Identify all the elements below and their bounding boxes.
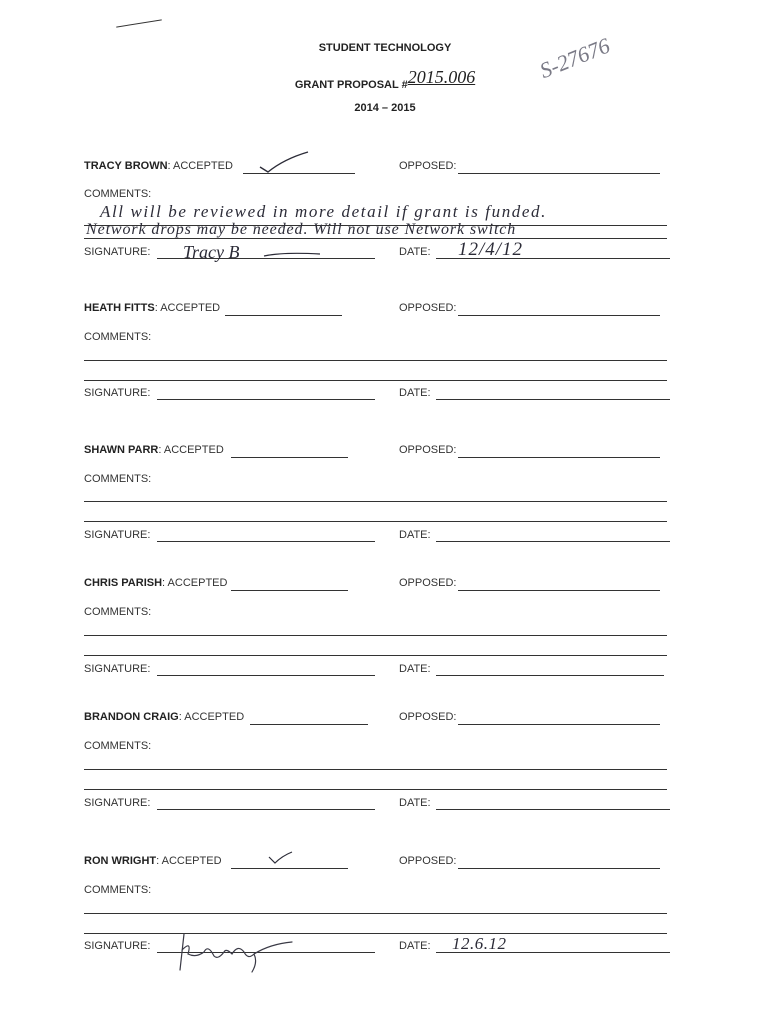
signature-label: SIGNATURE:: [84, 529, 151, 541]
opposed-label: OPPOSED:: [399, 444, 457, 456]
accepted-line[interactable]: [231, 590, 348, 591]
date-label: DATE:: [399, 529, 431, 541]
date-line[interactable]: [436, 399, 670, 400]
reviewer-name: SHAWN PARR: [84, 444, 159, 456]
accepted-line[interactable]: [225, 315, 342, 316]
opposed-line[interactable]: [458, 173, 660, 174]
comment-line-1[interactable]: [84, 360, 667, 361]
reviewer-accepted-label: CHRIS PARISH: ACCEPTED: [84, 577, 228, 589]
opposed-line[interactable]: [458, 457, 660, 458]
date-handwritten: 12.6.12: [452, 934, 507, 953]
signature-label: SIGNATURE:: [84, 387, 151, 399]
signature-line[interactable]: [157, 809, 375, 810]
grant-number: 2015.006: [407, 67, 476, 87]
comments-label: COMMENTS:: [84, 884, 152, 896]
comment-line-2[interactable]: [84, 521, 667, 522]
corner-handwritten-number: S-27676: [536, 32, 614, 84]
accepted-line[interactable]: [250, 724, 368, 725]
reviewer-accepted-label: RON WRIGHT: ACCEPTED: [84, 855, 222, 867]
accepted-label: ACCEPTED: [161, 855, 222, 867]
accepted-label: ACCEPTED: [173, 160, 233, 172]
comment-text-2: Network drops may be needed. Will not use Network switch: [86, 221, 517, 238]
reviewer-name: TRACY BROWN: [84, 160, 168, 172]
opposed-label: OPPOSED:: [399, 302, 457, 314]
opposed-line[interactable]: [458, 315, 660, 316]
signature-label: SIGNATURE:: [84, 246, 151, 258]
comment-text-1: All will be reviewed in more detail if grant is funded.: [100, 202, 547, 221]
reviewer-accepted-label: SHAWN PARR: ACCEPTED: [84, 444, 224, 456]
signature-handwritten: Tracy B: [183, 242, 240, 262]
date-label: DATE:: [399, 387, 431, 399]
comments-label: COMMENTS:: [84, 473, 152, 485]
opposed-label: OPPOSED:: [399, 160, 457, 172]
signature-scrawl-icon: [174, 930, 294, 974]
opposed-label: OPPOSED:: [399, 855, 457, 867]
signature-label: SIGNATURE:: [84, 797, 151, 809]
comments-label: COMMENTS:: [84, 331, 152, 343]
comments-label: COMMENTS:: [84, 740, 152, 752]
date-label: DATE:: [399, 940, 431, 952]
signature-stroke-icon: [262, 250, 322, 260]
comment-line-1[interactable]: [84, 913, 667, 914]
signature-line[interactable]: [157, 541, 375, 542]
date-line[interactable]: [436, 809, 670, 810]
grant-proposal-line: [0, 67, 770, 93]
accepted-label: ACCEPTED: [184, 711, 245, 723]
comment-line-1[interactable]: [84, 501, 667, 502]
comment-line-2[interactable]: [84, 933, 667, 934]
grant-years: 2014 – 2015: [354, 102, 416, 114]
opposed-line[interactable]: [458, 868, 660, 869]
comments-label: COMMENTS:: [84, 606, 152, 618]
accepted-line[interactable]: [243, 173, 355, 174]
date-label: DATE:: [399, 246, 431, 258]
reviewer-name: HEATH FITTS: [84, 302, 155, 314]
opposed-line[interactable]: [458, 590, 660, 591]
comments-label: COMMENTS:: [84, 188, 152, 200]
signature-line[interactable]: [157, 675, 375, 676]
signature-label: SIGNATURE:: [84, 940, 151, 952]
accepted-line[interactable]: [231, 868, 348, 869]
grant-proposal-label: GRANT PROPOSAL #: [294, 79, 408, 91]
check-mark-icon: [258, 151, 310, 173]
signature-label: SIGNATURE:: [84, 663, 151, 675]
reviewer-accepted-label: TRACY BROWN: ACCEPTED: [84, 160, 233, 172]
opposed-label: OPPOSED:: [399, 577, 457, 589]
signature-line[interactable]: [157, 399, 375, 400]
reviewer-accepted-label: BRANDON CRAIG: ACCEPTED: [84, 711, 245, 723]
form-title: STUDENT TECHNOLOGY: [318, 42, 452, 54]
date-handwritten: 12/4/12: [458, 239, 524, 260]
date-label: DATE:: [399, 663, 431, 675]
accepted-label: ACCEPTED: [163, 444, 224, 456]
date-line[interactable]: [436, 675, 664, 676]
reviewer-name: BRANDON CRAIG: [84, 711, 179, 723]
accepted-label: ACCEPTED: [160, 302, 221, 314]
date-line[interactable]: [436, 541, 670, 542]
reviewer-name: CHRIS PARISH: [84, 577, 163, 589]
comment-line-2[interactable]: [84, 380, 667, 381]
opposed-label: OPPOSED:: [399, 711, 457, 723]
check-mark-icon: [268, 851, 294, 865]
reviewer-name: RON WRIGHT: [84, 855, 157, 867]
reviewer-accepted-label: HEATH FITTS: ACCEPTED: [84, 302, 221, 314]
comment-line-1[interactable]: [84, 635, 667, 636]
opposed-line[interactable]: [458, 724, 660, 725]
accepted-label: ACCEPTED: [167, 577, 228, 589]
comment-line-2[interactable]: [84, 655, 667, 656]
stray-pen-mark: [116, 19, 162, 27]
accepted-line[interactable]: [231, 457, 348, 458]
comment-line-2[interactable]: [84, 789, 667, 790]
comment-line-1[interactable]: [84, 769, 667, 770]
date-label: DATE:: [399, 797, 431, 809]
